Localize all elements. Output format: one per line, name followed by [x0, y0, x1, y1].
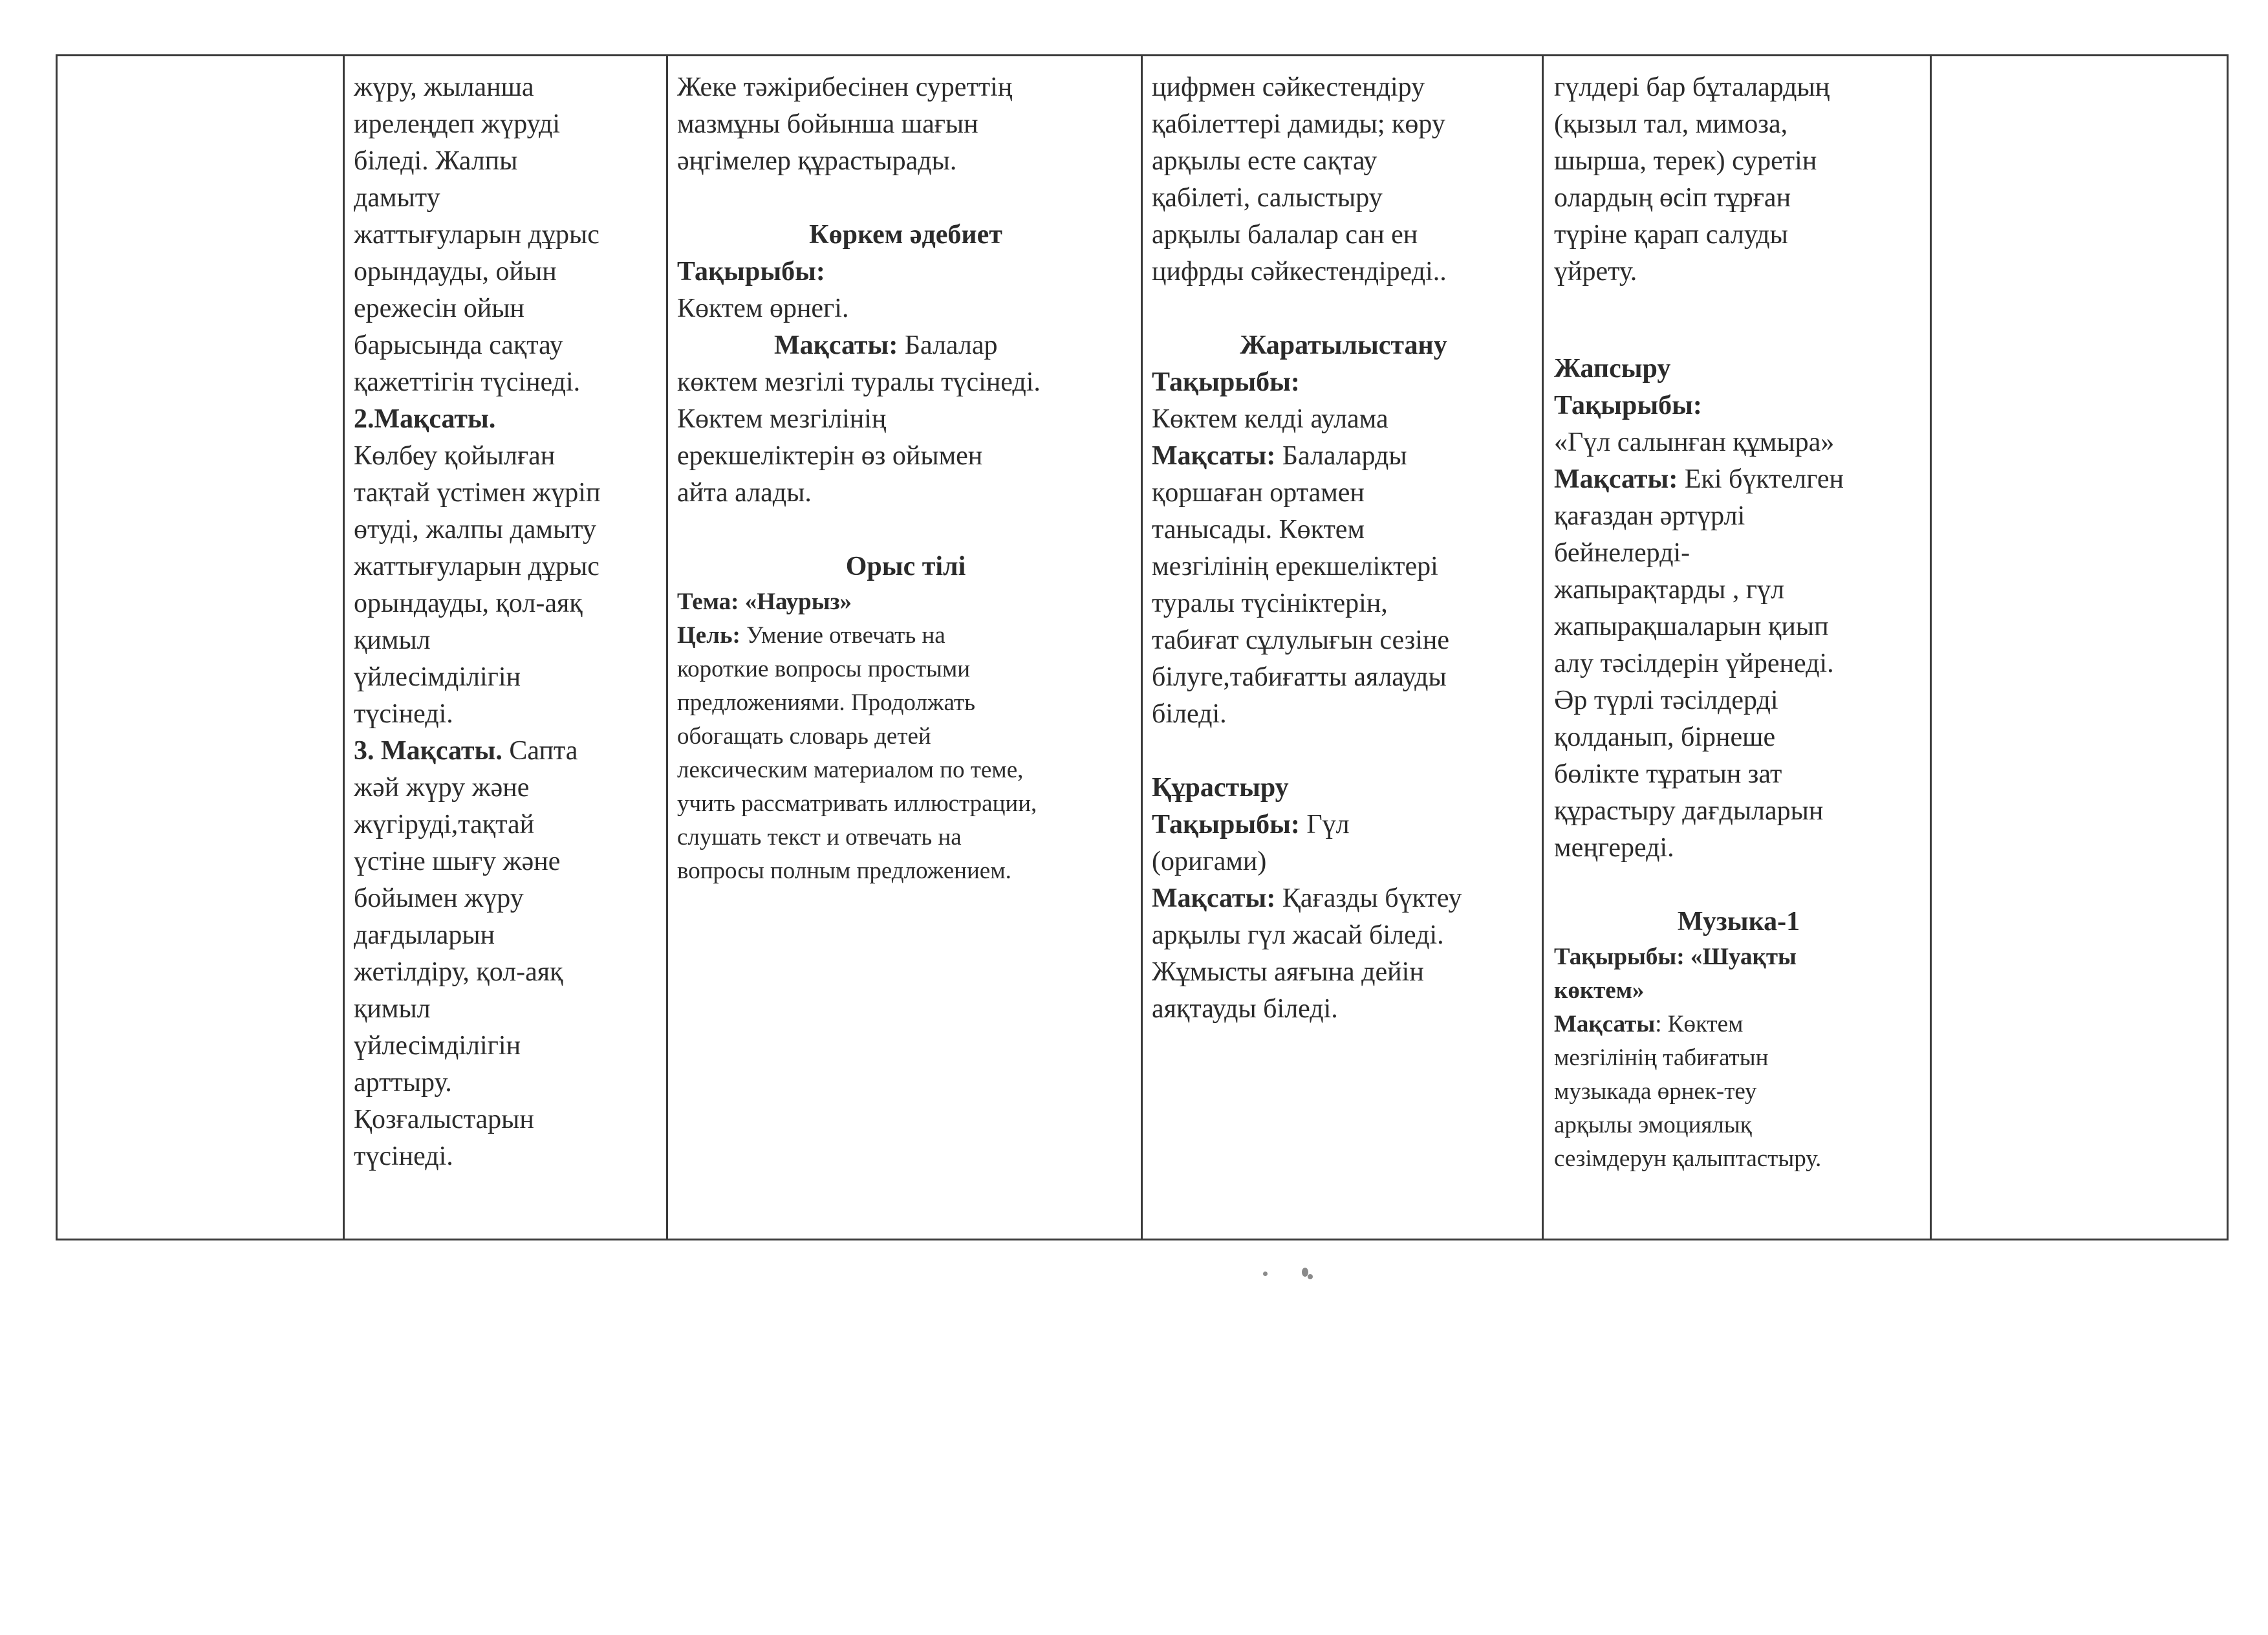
nature-goal-first: Балаларды [1275, 441, 1407, 471]
text-line: бейнелерді- [1554, 538, 1690, 568]
text-line: жүру, жыланша [354, 72, 534, 102]
text-line: жүгіруді,тақтай [354, 810, 535, 839]
text-line: цифрмен сәйкестендіру [1152, 72, 1425, 102]
text-line: бөлікте тұратын зат [1554, 759, 1782, 789]
text-line: жапырақтарды , гүл [1554, 575, 1785, 605]
text-line: алу тәсілдерін үйренеді. [1554, 649, 1834, 678]
build-title: Құрастыру [1152, 773, 1289, 803]
text-line: (қызыл тал, мимоза, [1554, 109, 1788, 139]
applique-topic: «Гүл салынған құмыра» [1554, 428, 1835, 457]
physical-education-text [345, 56, 666, 1175]
literature-russian-text [668, 56, 1141, 888]
music-goal-first: : Көктем [1655, 1011, 1744, 1037]
text-line: олардың өсіп тұрған [1554, 183, 1791, 213]
literature-goal-line [677, 327, 1134, 364]
goal-3-line [354, 733, 660, 770]
text-line: үйлесімділігін [354, 662, 521, 692]
text-line: Әр түрлі тәсілдерді [1554, 686, 1778, 715]
science-construction-text [1143, 56, 1542, 1028]
text-line: қағаздан әртүрлі [1554, 501, 1745, 531]
text-line: жапырақшаларын қиып [1554, 612, 1829, 642]
text-line: үстіне шығу және [354, 847, 561, 876]
applique-goal-line [1554, 461, 1923, 498]
text-line: учить рассматривать иллюстрации, [677, 790, 1037, 817]
text-line: короткие вопросы простыми [677, 656, 971, 682]
table-column-empty-right [1932, 56, 2227, 1239]
text-line: арқылы эмоциялық [1554, 1112, 1752, 1138]
text-line: ережесін ойын [354, 294, 524, 323]
goal-3-first: Сапта [502, 736, 578, 766]
text-line: әңгімелер құрастырады. [677, 146, 957, 176]
text-line: обогащать словарь детей [677, 723, 931, 750]
text-line: слушать текст и отвечать на [677, 824, 962, 850]
table-column-literature-russian [668, 56, 1143, 1239]
applique-topic-label: Тақырыбы: [1554, 391, 1702, 420]
build-goal-first: Қағазды бүктеу [1275, 883, 1462, 913]
text-line: мезгілінің ерекшеліктері [1152, 552, 1438, 581]
text-line: ирелеңдеп жүруді [354, 109, 561, 139]
text-line: барысында сақтау [354, 330, 563, 360]
text-line: жаттығуларын дұрыс [354, 552, 599, 581]
russian-goal-label: Цель: [677, 622, 740, 649]
nature-topic-label: Тақырыбы: [1152, 367, 1300, 397]
text-line: қабілеттері дамиды; көру [1152, 109, 1445, 139]
text-line: ерекшеліктерін өз ойымен [677, 441, 983, 471]
spacer [677, 180, 1134, 217]
text-line: туралы түсініктерін, [1152, 589, 1388, 618]
music-topic-value: : «Шуақты [1676, 944, 1797, 970]
russian-goal-line [677, 619, 1134, 653]
literature-title: Көркем әдебиет [809, 220, 1002, 250]
literature-goal-first: Балалар [898, 330, 998, 360]
text-line: аяқтауды біледі. [1152, 994, 1338, 1024]
text-line: лексическим материалом по теме, [677, 757, 1024, 783]
text-line: бойымен жүру [354, 883, 524, 913]
text-line: табиғат сұлулығын сезіне [1152, 625, 1450, 655]
text-line: өтуді, жалпы дамыту [354, 515, 596, 545]
text-line: дамыту [354, 183, 440, 213]
build-goal-line [1152, 880, 1535, 917]
table-column-applique-music [1544, 56, 1932, 1239]
goal-2-label: 2.Мақсаты. [354, 404, 496, 434]
text-line: Көлбеу қойылған [354, 441, 556, 471]
music-goal-label: Мақсаты [1554, 1011, 1656, 1037]
text-line: қажеттігін түсінеді. [354, 367, 581, 397]
russian-goal-first: Умение отвечать на [740, 622, 945, 649]
russian-title: Орыс тілі [845, 552, 966, 581]
text-line: танысады. Көктем [1152, 515, 1365, 545]
russian-topic-label: Тема: «Наурыз» [677, 589, 852, 615]
text-line: арттыру. [354, 1068, 452, 1098]
text-line: орындауды, қол-аяқ [354, 589, 583, 618]
text-line: Жеке тәжірибесінен суреттің [677, 72, 1013, 102]
literature-goal-label: Мақсаты: [774, 330, 898, 360]
text-line: Көктем мезгілінің [677, 404, 887, 434]
build-topic-first: Гүл [1299, 810, 1350, 839]
literature-topic: Көктем өрнегі. [677, 294, 849, 323]
text-line: жәй жүру және [354, 773, 530, 803]
spacer [1554, 867, 1923, 904]
spacer [1152, 733, 1535, 770]
schedule-table [56, 54, 2229, 1240]
text-line: түсінеді. [354, 699, 453, 729]
text-line: арқылы есте сақтау [1152, 146, 1377, 176]
nature-goal-line [1152, 438, 1535, 475]
text-line: музыкада өрнек-теу [1554, 1078, 1757, 1105]
text-line: вопросы полным предложением. [677, 858, 1011, 884]
music-title: Музыка-1 [1677, 907, 1800, 937]
music-topic-value-2: көктем» [1554, 977, 1645, 1004]
text-line: білуге,табиғатты аялауды [1152, 662, 1447, 692]
text-line: тақтай үстімен жүріп [354, 478, 601, 508]
table-column-physical-education [345, 56, 668, 1239]
applique-title: Жапсыру [1554, 354, 1671, 384]
text-line: қимыл [354, 625, 431, 655]
nature-goal-label: Мақсаты: [1152, 441, 1276, 471]
text-line: Жұмысты аяғына дейін [1152, 957, 1424, 987]
text-line: біледі. Жалпы [354, 146, 518, 176]
text-line: үйрету. [1554, 257, 1637, 287]
text-line: меңгереді. [1554, 833, 1674, 863]
text-line: орындауды, ойын [354, 257, 557, 287]
text-line: мезгілінің табиғатын [1554, 1045, 1769, 1071]
text-line: сезімдерун қалыптастыру. [1554, 1145, 1822, 1172]
text-line: гүлдері бар бұталардың [1554, 72, 1830, 102]
applique-music-text [1544, 56, 1930, 1176]
text-line: дағдыларын [354, 920, 495, 950]
text-line: құрастыру дағдыларын [1554, 796, 1824, 826]
nature-topic: Көктем келді аулама [1152, 404, 1388, 434]
text-line: предложениями. Продолжать [677, 689, 975, 716]
text-line: көктем мезгілі туралы түсінеді. [677, 367, 1041, 397]
text-line: түріне қарап салуды [1554, 220, 1788, 250]
spacer [1152, 290, 1535, 327]
spacer [677, 512, 1134, 548]
music-topic-label: Тақырыбы [1554, 944, 1677, 970]
music-topic-line [1554, 940, 1923, 974]
text-line: қоршаған ортамен [1152, 478, 1365, 508]
scan-speck [1263, 1272, 1268, 1276]
text-line: шырша, терек) суретін [1554, 146, 1817, 176]
music-goal-line [1554, 1008, 1923, 1041]
text-line: арқылы гүл жасай біледі. [1152, 920, 1444, 950]
text-line: біледі. [1152, 699, 1227, 729]
scan-speck [1308, 1274, 1313, 1279]
spacer [1554, 290, 1923, 327]
goal-3-label: 3. Мақсаты. [354, 736, 502, 766]
build-topic-line [1152, 807, 1535, 843]
text-line: жетілдіру, қол-аяқ [354, 957, 563, 987]
spacer [1554, 327, 1923, 351]
literature-topic-label: Тақырыбы: [677, 257, 825, 287]
text-line: түсінеді. [354, 1142, 453, 1171]
text-line: қолданып, бірнеше [1554, 722, 1776, 752]
music-block [1554, 940, 1923, 1176]
text-line: мазмұны бойынша шағын [677, 109, 978, 139]
text-line: арқылы балалар сан ен [1152, 220, 1418, 250]
text-line: Қозғалыстарын [354, 1105, 534, 1134]
text-line: қабілеті, салыстыру [1152, 183, 1383, 213]
text-line: үйлесімділігін [354, 1031, 521, 1061]
nature-title: Жаратылыстану [1240, 330, 1447, 360]
text-line: жаттығуларын дұрыс [354, 220, 599, 250]
table-column-empty [58, 56, 345, 1239]
build-goal-label: Мақсаты: [1152, 883, 1276, 913]
build-topic-label: Тақырыбы: [1152, 810, 1300, 839]
applique-goal-first: Екі бүктелген [1678, 464, 1844, 494]
text-line: қимыл [354, 994, 431, 1024]
applique-goal-label: Мақсаты: [1554, 464, 1678, 494]
build-topic-second: (оригами) [1152, 847, 1267, 876]
text-line: цифрды сәйкестендіреді.. [1152, 257, 1447, 287]
table-column-science-construction [1143, 56, 1544, 1239]
text-line: айта алады. [677, 478, 812, 508]
russian-block [677, 585, 1134, 888]
